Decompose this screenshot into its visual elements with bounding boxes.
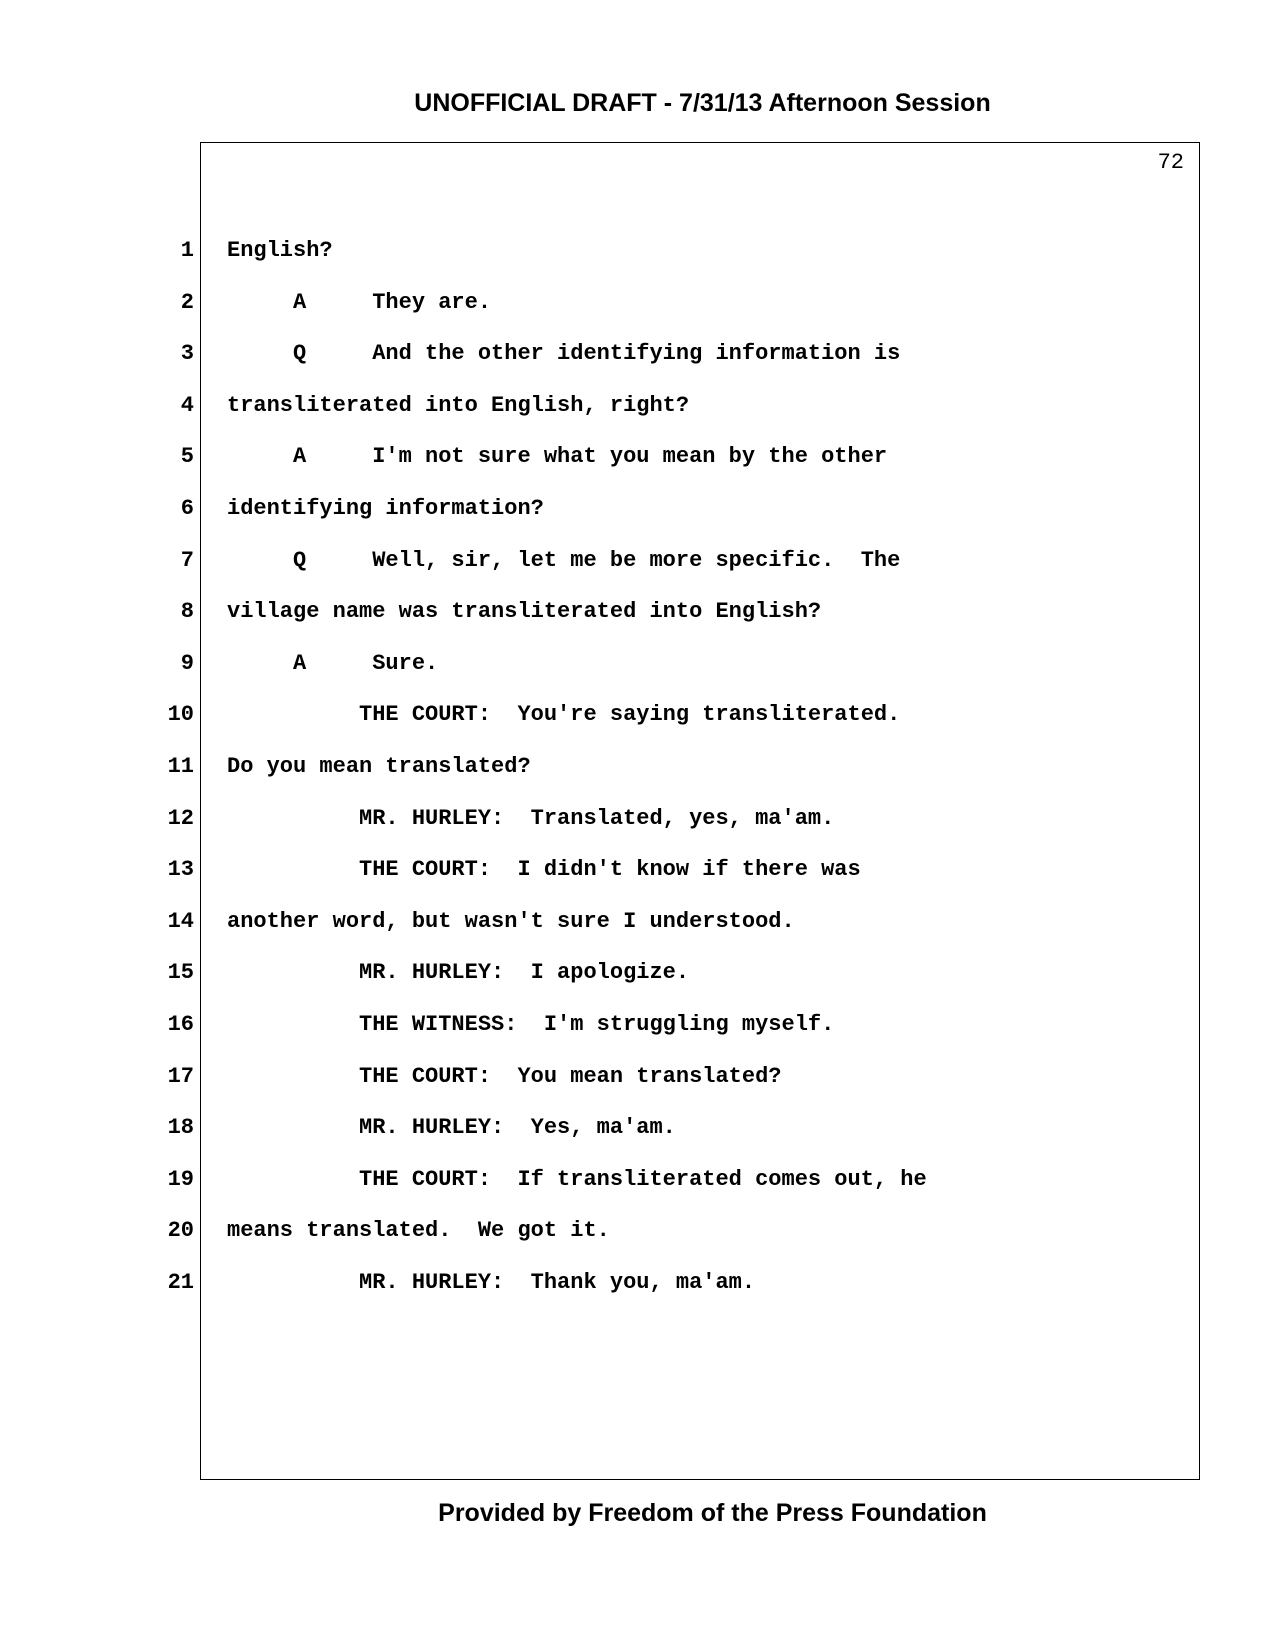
transcript-line [0, 1270, 1200, 1322]
line-number: 13 [167, 857, 194, 883]
line-text: village name was transliterated into English? [227, 599, 822, 625]
line-number: 17 [167, 1063, 194, 1089]
transcript-line [0, 1012, 1200, 1064]
line-number: 15 [167, 960, 194, 986]
transcript-line [0, 702, 1200, 754]
line-text: MR. HURLEY: Translated, yes, ma'am. [227, 805, 835, 831]
line-number: 11 [167, 753, 194, 779]
line-number: 12 [167, 805, 194, 831]
line-text: THE COURT: You're saying transliterated. [227, 702, 901, 728]
line-number: 19 [167, 1166, 194, 1192]
transcript-line [0, 444, 1200, 496]
line-text: THE WITNESS: I'm struggling myself. [227, 1011, 835, 1037]
transcript-line [0, 290, 1200, 342]
transcript-line [0, 238, 1200, 290]
line-text: THE COURT: You mean translated? [227, 1063, 782, 1089]
transcript-line [0, 496, 1200, 548]
line-text: A They are. [227, 289, 492, 315]
line-text: Q And the other identifying information is [227, 341, 901, 367]
line-text: THE COURT: I didn't know if there was [227, 857, 861, 883]
line-text: THE COURT: If transliterated comes out, he [227, 1166, 927, 1192]
transcript-line [0, 806, 1200, 858]
transcript-line [0, 341, 1200, 393]
line-text: means translated. We got it. [227, 1218, 610, 1244]
line-number: 2 [180, 289, 194, 315]
line-number: 10 [167, 702, 194, 728]
transcript-lines [0, 238, 1200, 1321]
line-text: English? [227, 238, 333, 263]
transcript-line [0, 651, 1200, 703]
line-text: identifying information? [227, 495, 544, 521]
line-number: 6 [180, 495, 194, 521]
transcript-line [0, 599, 1200, 651]
line-text: MR. HURLEY: I apologize. [227, 960, 690, 986]
transcript-line [0, 1064, 1200, 1116]
transcript-line [0, 1218, 1200, 1270]
line-text: transliterated into English, right? [227, 392, 690, 418]
line-text: Do you mean translated? [227, 753, 531, 779]
transcript-line [0, 909, 1200, 961]
line-number: 16 [167, 1011, 194, 1037]
line-number: 20 [167, 1218, 194, 1244]
line-number: 14 [167, 908, 194, 934]
line-number: 18 [167, 1115, 194, 1141]
transcript-line [0, 548, 1200, 600]
line-number: 4 [180, 392, 194, 418]
line-text: Q Well, sir, let me be more specific. The [227, 547, 901, 573]
transcript-line [0, 1167, 1200, 1219]
line-number: 3 [180, 341, 194, 367]
transcript-line [0, 960, 1200, 1012]
line-number: 7 [180, 547, 194, 573]
line-number: 8 [180, 599, 194, 625]
line-text: another word, but wasn't sure I understood. [227, 908, 795, 934]
line-number: 1 [180, 238, 194, 263]
line-number: 9 [180, 650, 194, 676]
line-number: 21 [167, 1269, 194, 1295]
transcript-line [0, 1115, 1200, 1167]
line-text: MR. HURLEY: Yes, ma'am. [227, 1115, 676, 1141]
line-text: A I'm not sure what you mean by the other [227, 444, 888, 470]
transcript-line [0, 393, 1200, 445]
transcript-line [0, 857, 1200, 909]
line-text: A Sure. [227, 650, 439, 676]
transcript-line [0, 754, 1200, 806]
page-header: UNOFFICIAL DRAFT - 7/31/13 Afternoon Session [414, 89, 991, 117]
page-footer: Provided by Freedom of the Press Foundation [438, 1499, 987, 1527]
page-number: 72 [1157, 150, 1184, 175]
line-text: MR. HURLEY: Thank you, ma'am. [227, 1269, 756, 1295]
line-number: 5 [180, 444, 194, 470]
